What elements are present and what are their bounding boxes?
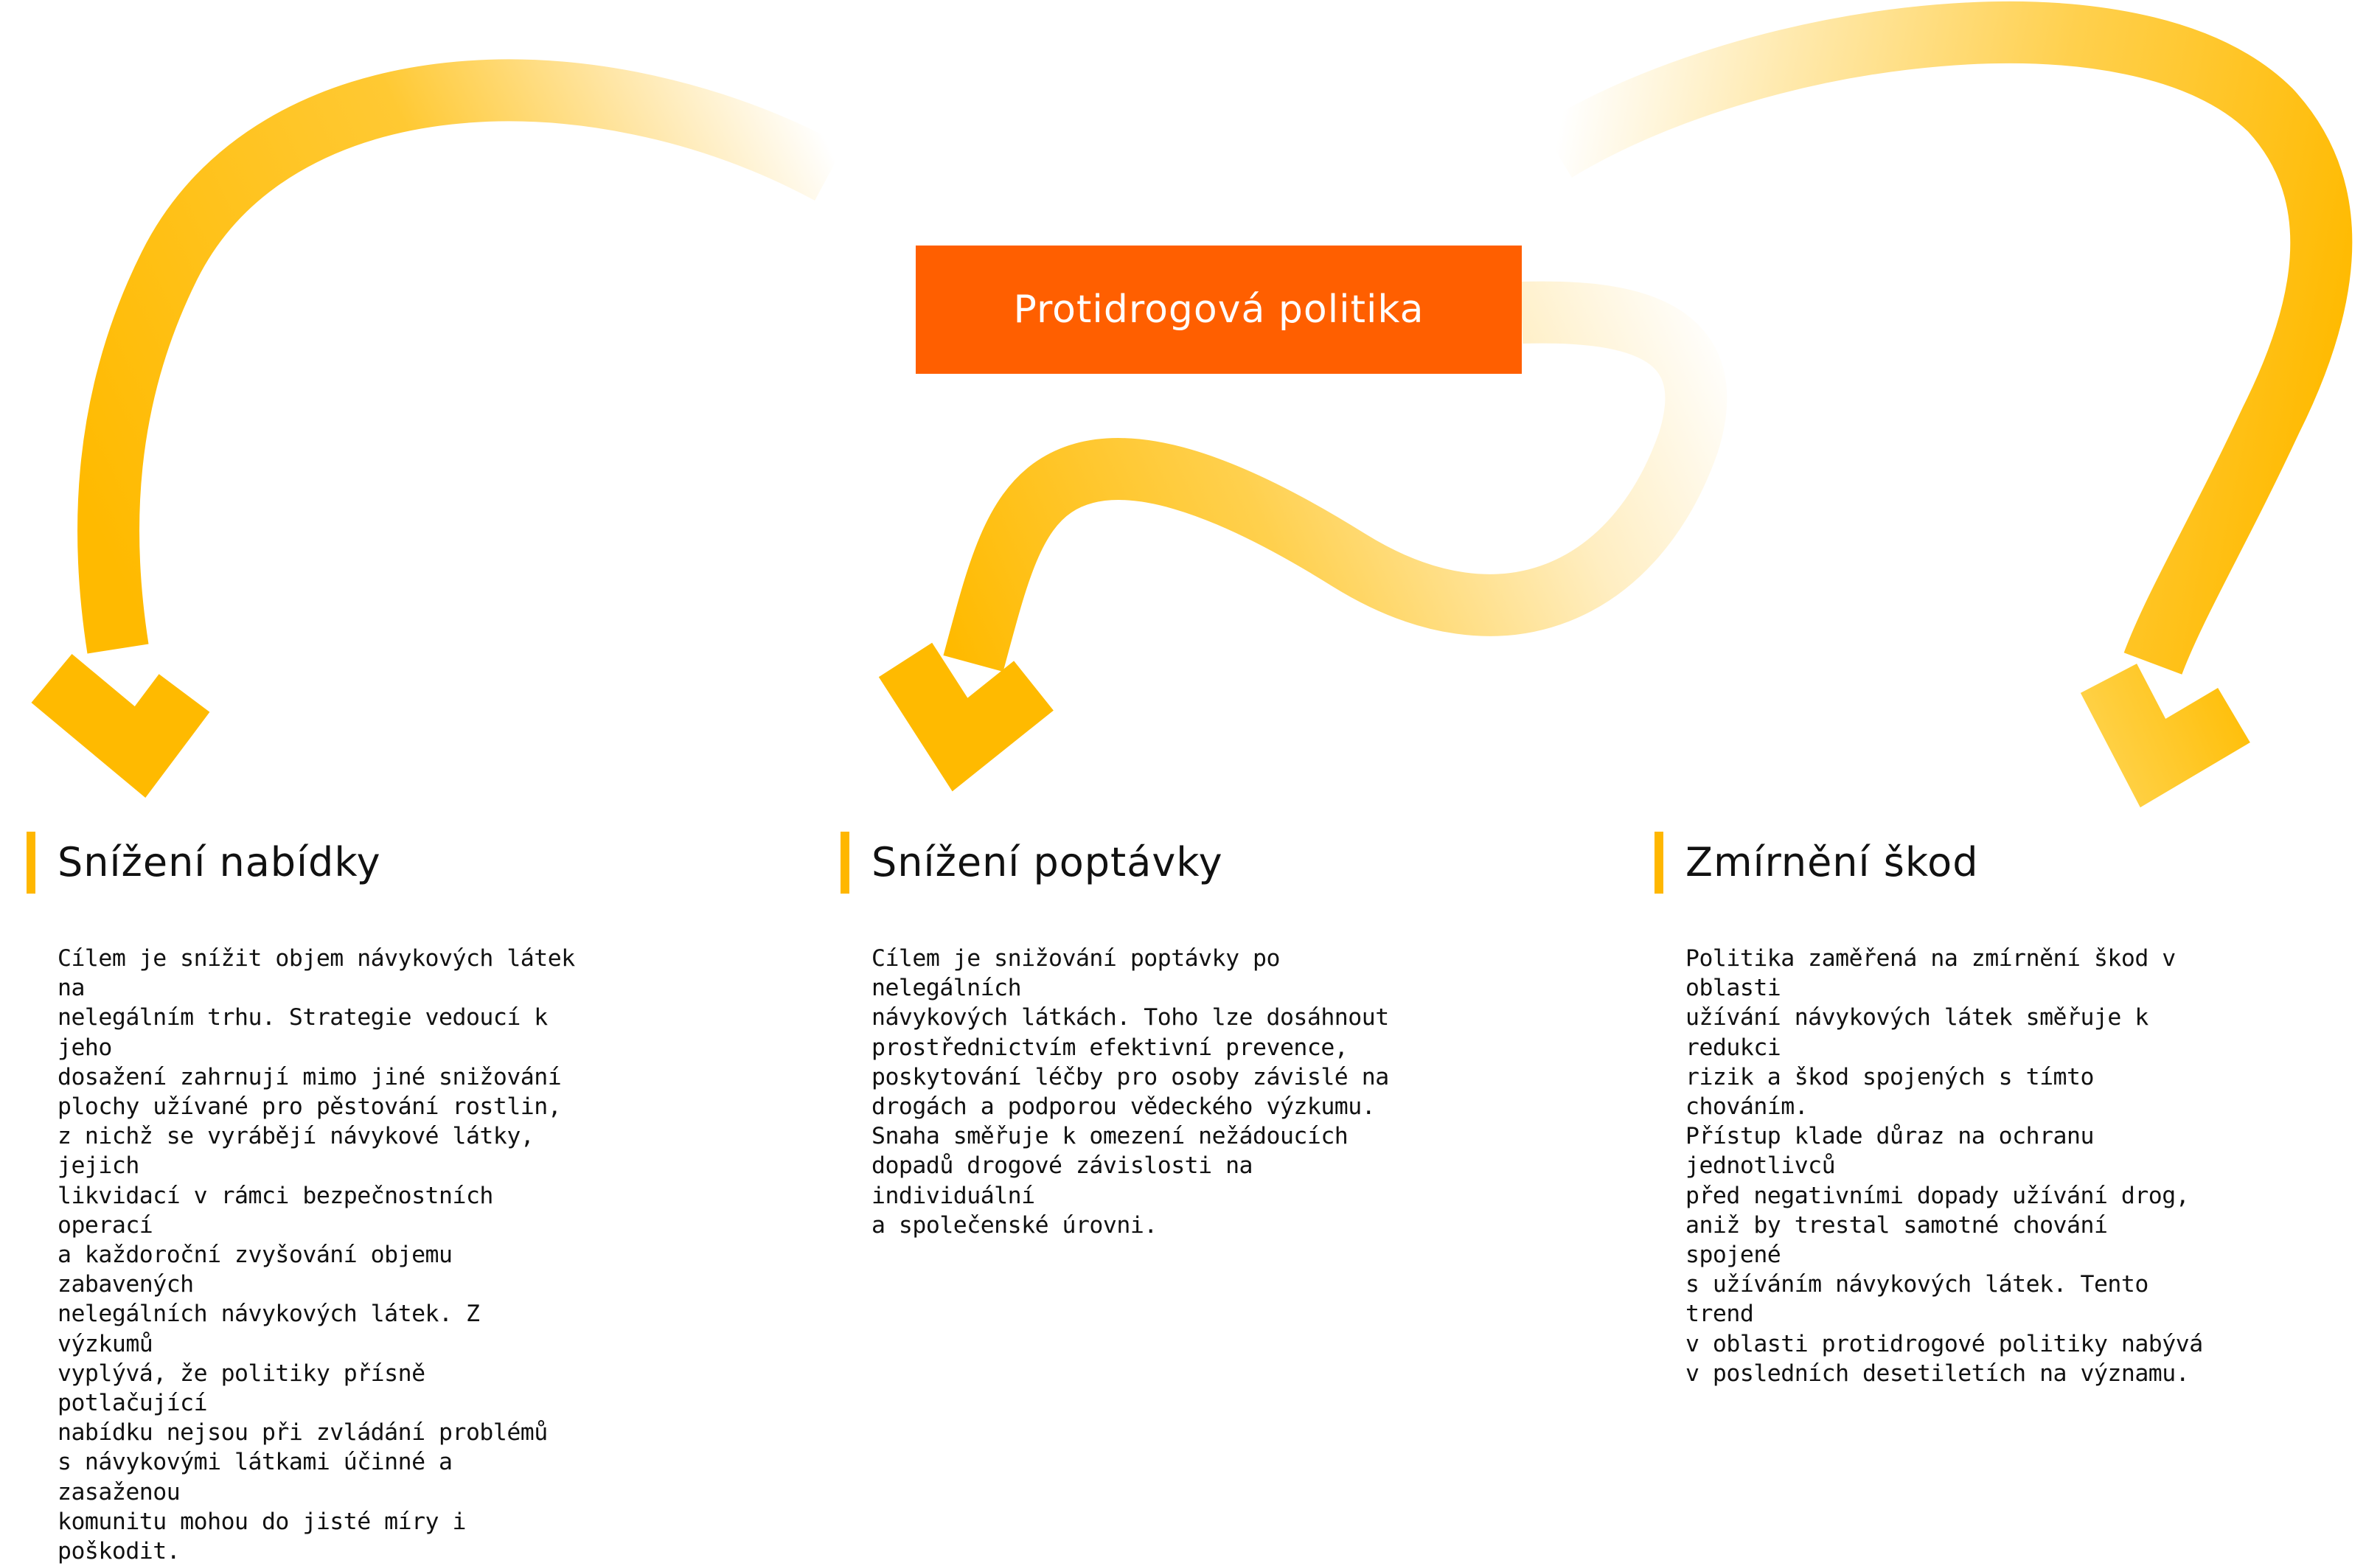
- column-header: [1654, 832, 2215, 894]
- column-title: Snížení nabídky: [58, 839, 381, 885]
- arrow-left-head: [52, 678, 184, 752]
- arrow-left-shaft: [108, 91, 829, 649]
- column-header: [841, 832, 1401, 894]
- column-body-text: Politika zaměřená na zmírnění škod v oblasti užívání návykových látek směřuje k redukci rizik a škod spojených s tímto chováním. Přístup klade důraz na ochranu jednotlivců před negativními dopady užívání drog, aniž by trestal samotné chování spojené s užíváním návykových látek. Tento trend v oblasti protidrogové politiky nabývá v posledních desetiletích na významu.: [1685, 945, 2203, 1387]
- column-body-text: Cílem je snižování poptávky po nelegálních návykových látkách. Toho lze dosáhnout prostřednictvím efektivní prevence, poskytování léčby pro osoby závislé na drogách a podporou vědeckého výzkumu. Snaha směřuje k omezení nežádoucích dopadů drogové závislosti na individuální a společenské úrovni.: [871, 945, 1389, 1239]
- column-header: [27, 832, 587, 894]
- accent-bar: [1654, 832, 1663, 894]
- accent-bar: [841, 832, 849, 894]
- column-supply-reduction: [27, 832, 587, 1565]
- accent-bar: [27, 832, 35, 894]
- column-body-text: Cílem je snížit objem návykových látek na nelegálním trhu. Strategie vedoucí k jeho dosažení zahrnují mimo jiné snižování plochy užívané pro pěstování rostlin, z nichž se vyrábějí návykové látky, jejich likvidací v rámci bezpečnostních operací a každoroční zvyšování objemu zabavených nelegálních návykových látek. Z výzkumů vyplývá, že politiky přísně potlačující nabídku nejsou při zvládání problémů s návykovými látkami účinné a zasaženou komunitu mohou do jisté míry i poškodit.: [58, 945, 575, 1565]
- center-box-label: Protidrogová politika: [1013, 288, 1424, 332]
- column-demand-reduction: [841, 832, 1401, 1239]
- arrow-middle-head: [905, 660, 1034, 745]
- column-harm-reduction: [1654, 832, 2215, 1387]
- column-title: Snížení poptávky: [871, 839, 1223, 885]
- column-title: Zmírnění škod: [1685, 839, 1979, 885]
- arrow-right-head: [2109, 678, 2234, 763]
- center-box-policy: [916, 246, 1522, 374]
